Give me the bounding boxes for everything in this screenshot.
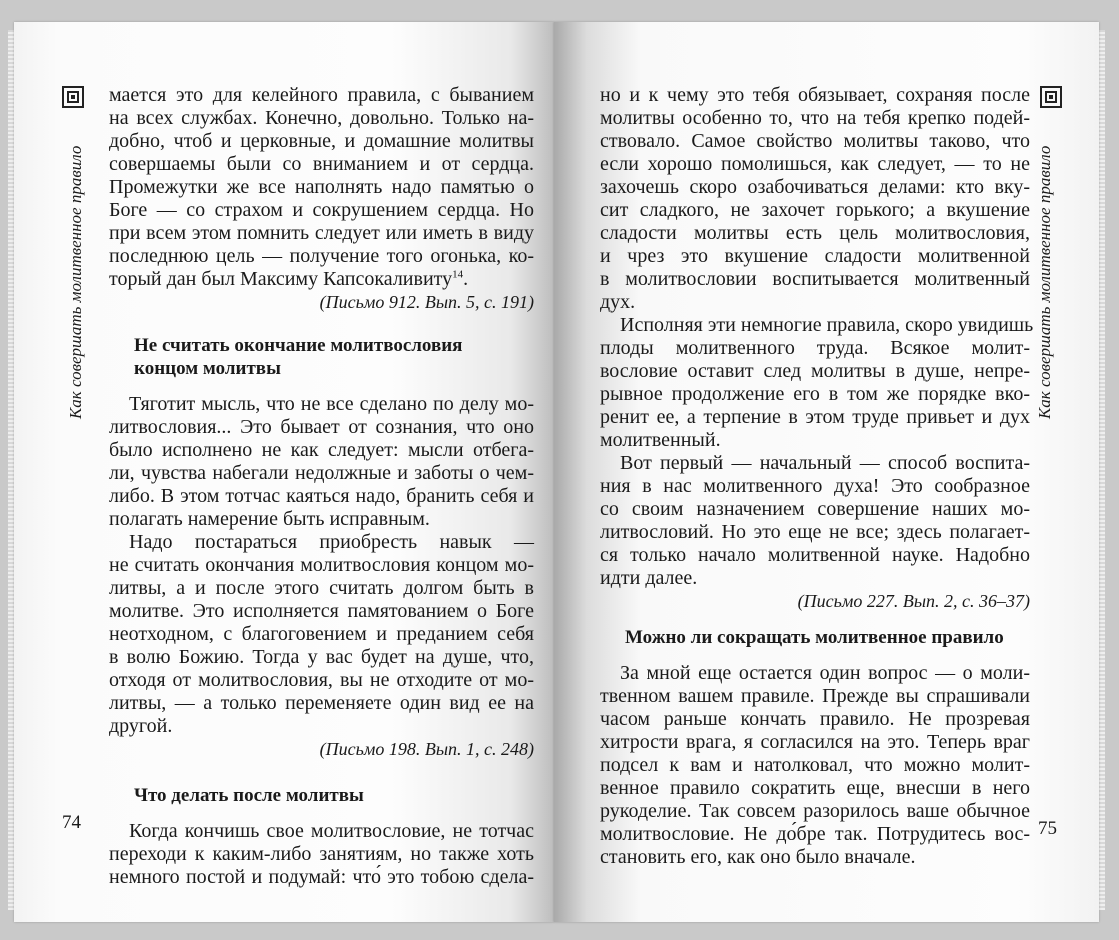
text-line: литвы, а и после этого считать долгом быть в — [109, 577, 534, 599]
text-line: либо. В этом тотчас каяться надо, бранить себя и — [109, 485, 534, 507]
text-line: Вот первый — начальный — способ воспита- — [620, 452, 1030, 474]
text-line: Тяготит мысль, что не все сделано по делу мо- — [129, 393, 534, 415]
left-text — [109, 84, 534, 889]
page-number: 75 — [1038, 818, 1057, 839]
text-line: молитвословие. Не до́бре так. Потрудитесь вос- — [600, 823, 1030, 845]
text-line: хитрости врага, я согласился на это. Теперь враг — [600, 731, 1030, 753]
text-line: не считать окончания молитвословия концом мо- — [109, 554, 534, 576]
text-line: молитве. Это исполняется памятованием о Боге — [109, 600, 534, 622]
text-line: ствовало. Самое свойство молитвы таково, что — [600, 130, 1030, 152]
text-line: рывное продолжение его в том же порядке вко- — [600, 383, 1030, 405]
text-line: при всем этом помнить следует или иметь в виду — [109, 222, 534, 244]
text-line: твенном вашем правиле. Прежде вы спрашивали — [600, 685, 1030, 707]
text-line: литвы, — а только переменяете один вид ее на — [109, 692, 534, 714]
text-line: часом раньше кончать правило. Не прозревая — [600, 708, 1030, 730]
text-line: другой. — [109, 715, 173, 737]
text-line: Боге — со страхом и сокрушением сердца. Но — [109, 199, 534, 221]
right-page — [554, 22, 1099, 922]
text-line: в волю Божию. Тогда у вас будет на душе, что, — [109, 646, 534, 668]
text-line: сит сладкого, не захочет горького; а вкушение — [600, 199, 1030, 221]
left-page — [14, 22, 554, 922]
footnote-marker: 14 — [452, 268, 464, 281]
section-heading: концом молитвы — [134, 358, 281, 379]
text-line: в молитвословии воспитывается молитвенный — [600, 268, 1030, 290]
page-number: 74 — [62, 812, 81, 833]
text-line: дух. — [600, 291, 636, 313]
text-line: Промежутки же все наполнять надо памятью о — [109, 176, 534, 198]
text-line: мается это для келейного правила, с быванием — [109, 84, 534, 106]
text-line: Исполняя эти немногие правила, скоро увидишь — [620, 314, 1034, 336]
text-line: плоды молитвенного труда. Всякое молит- — [600, 337, 1030, 359]
text-line: вословие оставит след молитвы в душе, непре- — [600, 360, 1030, 382]
text-line: было исполнено не как следует: мысли отбега- — [109, 439, 534, 461]
source-citation: (Письмо 227. Вып. 2, с. 36–37) — [797, 591, 1030, 611]
text-line: рукоделие. Так совсем разорилось ваше обычное — [600, 800, 1030, 822]
page-edges-right — [1099, 30, 1105, 910]
text-line: неотходном, с благоговением и преданием себя — [109, 623, 534, 645]
source-citation: (Письмо 198. Вып. 1, с. 248) — [319, 739, 534, 759]
section-heading: Можно ли сокращать молитвенное правило — [625, 627, 1004, 648]
text-line: полагать намерение быть исправным. — [109, 508, 430, 530]
text-line: Когда кончишь свое молитвословие, не тотчас — [129, 820, 534, 842]
section-heading: Не считать окончание молитвословия — [134, 335, 463, 356]
ornament-icon — [62, 86, 84, 108]
text-line: ли, чувства набегали недолжные и заботы о чем- — [109, 462, 534, 484]
source-citation: (Письмо 912. Вып. 5, с. 191) — [319, 292, 534, 312]
right-text — [600, 84, 1034, 869]
text-line: ренит ее, а терпение в этом труде привьет и дух — [600, 406, 1030, 428]
text-line: если хорошо помолишься, как следует, — то не — [600, 153, 1030, 175]
text-line: литвословия... Это бывает от сознания, что оно — [109, 416, 534, 438]
section-heading: Что делать после молитвы — [134, 785, 364, 806]
text-line-body: торый дан был Максиму Капсокаливиту — [109, 268, 453, 290]
text-line: сладости молитвы есть цель молитвословия, — [600, 222, 1030, 244]
running-title: Как совершать молитвенное правило — [1035, 145, 1054, 419]
text-line: немного постой и подумай: что́ это тобою сдела- — [109, 866, 534, 888]
text-line: но и к чему это тебя обязывает, сохраняя после — [600, 84, 1030, 106]
text-line: ся только начало молитвенной науке. Надобно — [600, 544, 1030, 566]
text-line: Надо постараться приобресть навык — — [129, 531, 534, 553]
text-line: становить его, как оно было вначале. — [600, 846, 916, 868]
text-line: совершаемы были со вниманием и от сердца. — [109, 153, 534, 175]
text-line: венное правило сократить еще, внесши в него — [600, 777, 1030, 799]
text-line: ния в нас молитвенного духа! Это сообразное — [600, 475, 1030, 497]
text-line: добно, чтоб и церковные, и домашние молитвы — [109, 130, 534, 152]
text-line: За мной еще остается один вопрос — о моли- — [620, 662, 1030, 684]
text-line: подсел к вам и натолковал, что можно молит- — [600, 754, 1030, 776]
text-line: молитвы особенно то, что на тебя крепко подей- — [600, 107, 1030, 129]
text-line: захочешь скоро озабочиваться делами: кто вку- — [600, 176, 1030, 198]
running-title: Как совершать молитвенное правило — [66, 145, 85, 419]
text-line-end: . — [463, 268, 469, 290]
text-line: со своим назначением совершение наших мо- — [600, 498, 1030, 520]
text-line: и чрез это вкушение сладости молитвенной — [600, 245, 1030, 267]
text-line — [109, 268, 534, 291]
text-line: на всех службах. Конечно, довольно. Только на- — [109, 107, 534, 129]
text-line: переходи к каким-либо занятиям, но также хоть — [109, 843, 534, 865]
text-line: идти далее. — [600, 567, 698, 589]
text-line: молитвенный. — [600, 429, 721, 451]
ornament-icon — [1040, 86, 1062, 108]
text-line: последнюю цель — получение того огонька, ко- — [109, 245, 534, 267]
text-line: литвословий. Но это еще не все; здесь полагает- — [600, 521, 1030, 543]
text-line: отходя от молитвословия, вы не отходите от мо- — [109, 669, 534, 691]
